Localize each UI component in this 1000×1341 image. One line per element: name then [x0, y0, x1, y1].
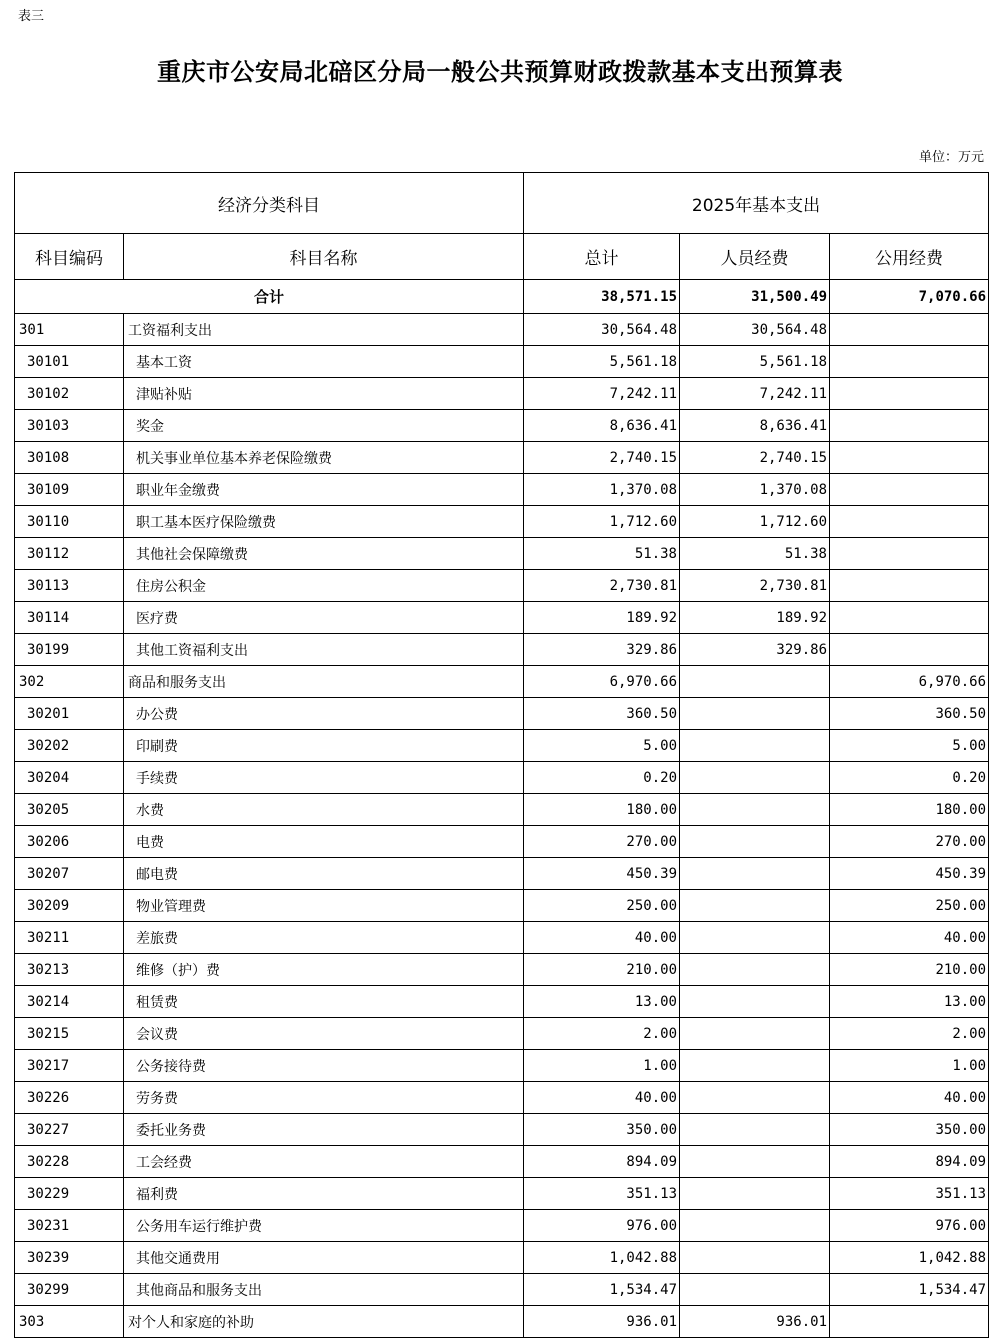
- row-name: 维修（护）费: [124, 954, 524, 986]
- row-name: 公务用车运行维护费: [124, 1210, 524, 1242]
- row-total: 2,740.15: [524, 442, 680, 474]
- row-code: 30101: [15, 346, 124, 378]
- row-code: 30209: [15, 890, 124, 922]
- row-public: 210.00: [830, 954, 989, 986]
- row-total: 450.39: [524, 858, 680, 890]
- row-code: 30108: [15, 442, 124, 474]
- header-economic-category: 经济分类科目: [15, 173, 524, 234]
- table-row: [15, 1082, 989, 1114]
- row-total: 2,730.81: [524, 570, 680, 602]
- row-total: 350.00: [524, 1114, 680, 1146]
- row-name: 租赁费: [124, 986, 524, 1018]
- row-total: 270.00: [524, 826, 680, 858]
- row-public: 1,042.88: [830, 1242, 989, 1274]
- row-public: 1.00: [830, 1050, 989, 1082]
- row-code: 30211: [15, 922, 124, 954]
- table-row: [15, 570, 989, 602]
- row-name: 手续费: [124, 762, 524, 794]
- row-total: 40.00: [524, 922, 680, 954]
- row-personnel: 5,561.18: [680, 346, 830, 378]
- row-total: 1,370.08: [524, 474, 680, 506]
- row-total: 351.13: [524, 1178, 680, 1210]
- row-code: 30226: [15, 1082, 124, 1114]
- row-total: 6,970.66: [524, 666, 680, 698]
- row-personnel: [680, 1050, 830, 1082]
- row-public: 13.00: [830, 986, 989, 1018]
- row-total: 2.00: [524, 1018, 680, 1050]
- table-row: [15, 730, 989, 762]
- table-row: [15, 890, 989, 922]
- row-name: 福利费: [124, 1178, 524, 1210]
- row-total: 1,042.88: [524, 1242, 680, 1274]
- budget-table: [14, 172, 989, 1338]
- table-row: [15, 794, 989, 826]
- row-personnel: 189.92: [680, 602, 830, 634]
- table-row: [15, 1274, 989, 1306]
- row-total: 30,564.48: [524, 314, 680, 346]
- row-total: 5.00: [524, 730, 680, 762]
- header-total: 总计: [524, 234, 680, 280]
- row-code: 30202: [15, 730, 124, 762]
- row-public: 5.00: [830, 730, 989, 762]
- row-personnel: 2,740.15: [680, 442, 830, 474]
- table-row: [15, 1146, 989, 1178]
- row-total: 210.00: [524, 954, 680, 986]
- row-public: 350.00: [830, 1114, 989, 1146]
- row-code: 30199: [15, 634, 124, 666]
- row-total: 180.00: [524, 794, 680, 826]
- row-personnel: [680, 1082, 830, 1114]
- row-code: 30228: [15, 1146, 124, 1178]
- total-personnel: 31,500.49: [680, 280, 830, 314]
- row-total: 51.38: [524, 538, 680, 570]
- row-personnel: [680, 986, 830, 1018]
- table-row: [15, 506, 989, 538]
- row-name: 机关事业单位基本养老保险缴费: [124, 442, 524, 474]
- row-public: [830, 506, 989, 538]
- row-code: 30217: [15, 1050, 124, 1082]
- row-public: [830, 410, 989, 442]
- table-row: [15, 1018, 989, 1050]
- table-row: [15, 762, 989, 794]
- table-row: [15, 378, 989, 410]
- row-total: 1.00: [524, 1050, 680, 1082]
- row-name: 基本工资: [124, 346, 524, 378]
- row-code: 30227: [15, 1114, 124, 1146]
- row-personnel: 1,370.08: [680, 474, 830, 506]
- row-personnel: [680, 1018, 830, 1050]
- row-personnel: [680, 794, 830, 826]
- table-row: [15, 666, 989, 698]
- row-public: 450.39: [830, 858, 989, 890]
- total-label: 合计: [15, 280, 524, 314]
- row-public: 250.00: [830, 890, 989, 922]
- row-public: [830, 442, 989, 474]
- table-row: [15, 442, 989, 474]
- row-name: 医疗费: [124, 602, 524, 634]
- row-personnel: [680, 954, 830, 986]
- row-public: 2.00: [830, 1018, 989, 1050]
- row-personnel: 7,242.11: [680, 378, 830, 410]
- row-code: 30205: [15, 794, 124, 826]
- row-personnel: 30,564.48: [680, 314, 830, 346]
- row-name: 工资福利支出: [124, 314, 524, 346]
- row-public: [830, 602, 989, 634]
- row-total: 976.00: [524, 1210, 680, 1242]
- table-row: [15, 1050, 989, 1082]
- header-personnel: 人员经费: [680, 234, 830, 280]
- row-personnel: 51.38: [680, 538, 830, 570]
- row-public: [830, 346, 989, 378]
- row-code: 302: [15, 666, 124, 698]
- row-personnel: [680, 922, 830, 954]
- row-name: 公务接待费: [124, 1050, 524, 1082]
- row-public: 40.00: [830, 922, 989, 954]
- row-name: 物业管理费: [124, 890, 524, 922]
- table-row: [15, 826, 989, 858]
- row-public: 1,534.47: [830, 1274, 989, 1306]
- row-name: 对个人和家庭的补助: [124, 1306, 524, 1338]
- row-name: 其他工资福利支出: [124, 634, 524, 666]
- row-code: 30113: [15, 570, 124, 602]
- row-code: 30112: [15, 538, 124, 570]
- row-public: [830, 378, 989, 410]
- row-code: 30229: [15, 1178, 124, 1210]
- row-personnel: 8,636.41: [680, 410, 830, 442]
- row-name: 商品和服务支出: [124, 666, 524, 698]
- page-title: 重庆市公安局北碚区分局一般公共预算财政拨款基本支出预算表: [157, 57, 843, 86]
- row-personnel: [680, 1210, 830, 1242]
- row-public: [830, 538, 989, 570]
- row-code: 30110: [15, 506, 124, 538]
- header-name: 科目名称: [124, 234, 524, 280]
- header-code: 科目编码: [15, 234, 124, 280]
- row-code: 30206: [15, 826, 124, 858]
- row-code: 30213: [15, 954, 124, 986]
- row-public: 6,970.66: [830, 666, 989, 698]
- row-code: 30114: [15, 602, 124, 634]
- row-public: [830, 314, 989, 346]
- row-code: 303: [15, 1306, 124, 1338]
- row-code: 30103: [15, 410, 124, 442]
- unit-label: 单位：万元: [918, 150, 984, 165]
- row-name: 其他商品和服务支出: [124, 1274, 524, 1306]
- table-row: [15, 698, 989, 730]
- row-name: 委托业务费: [124, 1114, 524, 1146]
- row-personnel: [680, 730, 830, 762]
- row-name: 工会经费: [124, 1146, 524, 1178]
- row-total: 1,534.47: [524, 1274, 680, 1306]
- row-total: 0.20: [524, 762, 680, 794]
- row-total: 360.50: [524, 698, 680, 730]
- row-personnel: [680, 890, 830, 922]
- row-total: 250.00: [524, 890, 680, 922]
- row-personnel: 936.01: [680, 1306, 830, 1338]
- row-total: 329.86: [524, 634, 680, 666]
- row-code: 30102: [15, 378, 124, 410]
- row-name: 职工基本医疗保险缴费: [124, 506, 524, 538]
- row-personnel: 1,712.60: [680, 506, 830, 538]
- row-public: 0.20: [830, 762, 989, 794]
- row-public: [830, 474, 989, 506]
- row-total: 5,561.18: [524, 346, 680, 378]
- table-row: [15, 474, 989, 506]
- row-code: 30109: [15, 474, 124, 506]
- row-name: 劳务费: [124, 1082, 524, 1114]
- table-row: [15, 858, 989, 890]
- row-public: [830, 634, 989, 666]
- table-row: [15, 1306, 989, 1338]
- row-total: 40.00: [524, 1082, 680, 1114]
- row-personnel: [680, 666, 830, 698]
- table-row: [15, 1178, 989, 1210]
- table-row: [15, 1114, 989, 1146]
- row-code: 30204: [15, 762, 124, 794]
- row-personnel: [680, 1242, 830, 1274]
- table-row: [15, 1210, 989, 1242]
- row-name: 邮电费: [124, 858, 524, 890]
- row-public: [830, 1306, 989, 1338]
- row-name: 津贴补贴: [124, 378, 524, 410]
- row-personnel: [680, 698, 830, 730]
- row-personnel: [680, 1178, 830, 1210]
- row-total: 894.09: [524, 1146, 680, 1178]
- row-name: 电费: [124, 826, 524, 858]
- row-name: 奖金: [124, 410, 524, 442]
- row-code: 30215: [15, 1018, 124, 1050]
- row-total: 936.01: [524, 1306, 680, 1338]
- header-public: 公用经费: [830, 234, 989, 280]
- row-total: 13.00: [524, 986, 680, 1018]
- row-personnel: [680, 1114, 830, 1146]
- table-row: [15, 954, 989, 986]
- row-name: 其他交通费用: [124, 1242, 524, 1274]
- row-name: 住房公积金: [124, 570, 524, 602]
- row-name: 办公费: [124, 698, 524, 730]
- table-row: [15, 922, 989, 954]
- row-total: 7,242.11: [524, 378, 680, 410]
- row-name: 职业年金缴费: [124, 474, 524, 506]
- table-row: [15, 410, 989, 442]
- header-basic-expenditure-2025: 2025年基本支出: [524, 173, 989, 234]
- row-code: 30201: [15, 698, 124, 730]
- row-personnel: 329.86: [680, 634, 830, 666]
- row-public: 894.09: [830, 1146, 989, 1178]
- row-name: 印刷费: [124, 730, 524, 762]
- total-row: [15, 280, 989, 314]
- row-code: 301: [15, 314, 124, 346]
- row-personnel: [680, 762, 830, 794]
- table-label: 表三: [18, 9, 45, 24]
- table-row: [15, 634, 989, 666]
- table-row: [15, 986, 989, 1018]
- row-personnel: [680, 1146, 830, 1178]
- row-name: 其他社会保障缴费: [124, 538, 524, 570]
- table-row: [15, 538, 989, 570]
- row-public: 976.00: [830, 1210, 989, 1242]
- table-row: [15, 346, 989, 378]
- row-personnel: [680, 858, 830, 890]
- table-row: [15, 1242, 989, 1274]
- row-total: 189.92: [524, 602, 680, 634]
- row-name: 水费: [124, 794, 524, 826]
- row-personnel: 2,730.81: [680, 570, 830, 602]
- row-public: 360.50: [830, 698, 989, 730]
- row-public: 180.00: [830, 794, 989, 826]
- row-code: 30214: [15, 986, 124, 1018]
- row-name: 会议费: [124, 1018, 524, 1050]
- row-public: 270.00: [830, 826, 989, 858]
- row-public: 40.00: [830, 1082, 989, 1114]
- table-row: [15, 602, 989, 634]
- row-code: 30207: [15, 858, 124, 890]
- row-code: 30299: [15, 1274, 124, 1306]
- total-value: 38,571.15: [524, 280, 680, 314]
- table-row: [15, 314, 989, 346]
- total-public: 7,070.66: [830, 280, 989, 314]
- row-total: 1,712.60: [524, 506, 680, 538]
- row-public: 351.13: [830, 1178, 989, 1210]
- row-code: 30239: [15, 1242, 124, 1274]
- row-name: 差旅费: [124, 922, 524, 954]
- row-personnel: [680, 826, 830, 858]
- row-code: 30231: [15, 1210, 124, 1242]
- row-public: [830, 570, 989, 602]
- row-personnel: [680, 1274, 830, 1306]
- row-total: 8,636.41: [524, 410, 680, 442]
